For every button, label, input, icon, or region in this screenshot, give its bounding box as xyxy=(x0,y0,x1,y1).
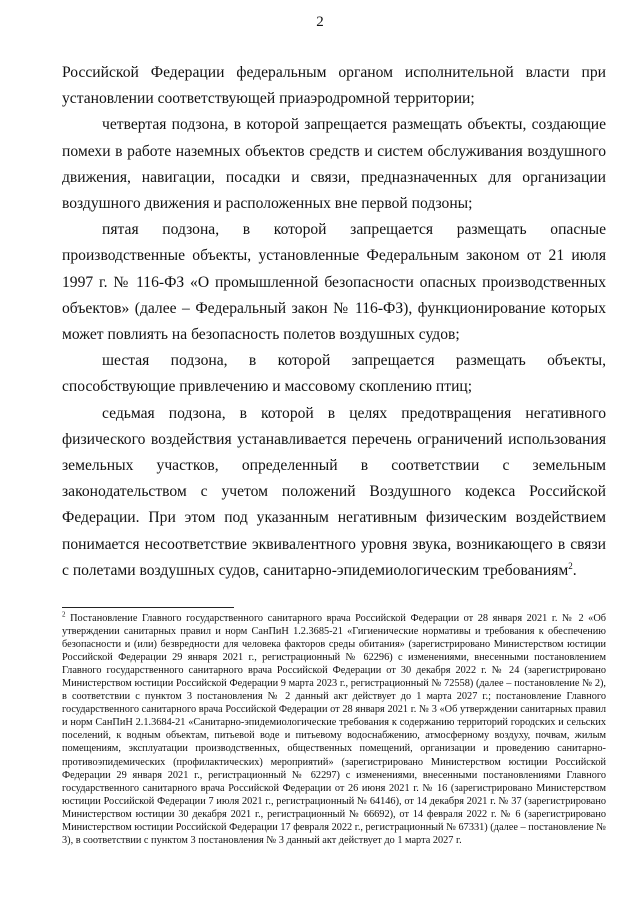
footnote-marker: 2 xyxy=(62,610,66,619)
footnote-text: Постановление Главного государственного санитарного врача Российской Федерации от 28 января 2021 г. № 2 «Об утверждении санитарных правил и норм СанПиН 1.2.3685-21 «Гигиенические нормативы и требования к обеспечению безопасности и (или) безвредности для человека факторов среды обитания» (зарегистрировано Министерством юстиции Российской Федерации 29 января 2021 г., регистрационный № 62296) с изменениями, внесенными постановлением Главного государственного санитарного врача Российской Федерации от 30 декабря 2022 г. № 24 (зарегистрировано Министерством юстиции Российской Федерации 9 марта 2023 г., регистрационный № 72558) (далее – постановление № 2), в соответствии с пунктом 3 постановления № 2 данный акт действует до 1 марта 2027 г.; постановление Главного государственного санитарного врача Российской Федерации от 28 января 2021 г. № 3 «Об утверждении санитарных правил и норм СанПиН 2.1.3684-21 «Санитарно-эпидемиологические требования к содержанию территорий городских и сельских поселений, к водным объектам, питьевой воде и питьевому водоснабжению, атмосферному воздуху, почвам, жилым помещениям, эксплуатации производственных, общественных помещений, организации и проведению санитарно-противоэпидемических (профилактических) мероприятий» (зарегистрировано Министерством юстиции Российской Федерации 29 января 2021 г., регистрационный № 62297) с изменениями, внесенными постановлениями Главного государственного санитарного врача Российской Федерации от 26 июня 2021 г. № 16 (зарегистрировано Министерством юстиции Российской Федерации 7 июля 2021 г., регистрационный № 64146), от 14 декабря 2021 г. № 37 (зарегистрировано Министерством юстиции 30 декабря 2021 г., регистрационный № 66692), от 14 февраля 2022 г. № 6 (зарегистрировано Министерством юстиции Российской Федерации 17 февраля 2022 г., регистрационный № 67331) (далее – постановление № 3), в соответствии с пунктом 3 постановления № 3 данный акт действует до 1 марта 2027 г. xyxy=(62,613,606,846)
footnote-separator xyxy=(62,607,234,608)
main-text xyxy=(62,60,606,584)
footnote xyxy=(62,612,606,847)
footnote-reference: 2 xyxy=(568,560,573,571)
paragraph-2: четвертая подзона, в которой запрещается размещать объекты, создающие помехи в работе наземных объектов средств и систем обслуживания воздушного движения, навигации, посадки и связи, предназначенных для организации воздушного движения и расположенных вне первой подзоны; xyxy=(62,116,606,213)
paragraph-3: пятая подзона, в которой запрещается размещать опасные производственные объекты, установленные Федеральным законом от 21 июля 1997 г. № 116-ФЗ «О промышленной безопасности опасных производственных объектов» (далее – Федеральный закон № 116-ФЗ), функционирование которых может повлиять на безопасность полетов воздушных судов; xyxy=(62,221,606,344)
page-number: 2 xyxy=(316,14,324,30)
paragraph-4: шестая подзона, в которой запрещается размещать объекты, способствующие привлечению и массовому скоплению птиц; xyxy=(62,352,606,396)
paragraph-1: Российской Федерации федеральным органом исполнительной власти при установлении соответствующей приаэродромной территории; xyxy=(62,64,606,108)
paragraph-5: седьмая подзона, в которой в целях предотвращения негативного физического воздействия устанавливается перечень ограничений использования земельных участков, определенный в соответствии с земельным законодательством с учетом положений Воздушного кодекса Российской Федерации. При этом под указанным негативным физическим воздействием понимается несоответствие эквивалентного уровня звука, возникающего в связи с полетами воздушных судов, санитарно-эпидемиологическим требованиям$^2$. xyxy=(62,404,606,579)
paragraph-5-text: седьмая подзона, в которой в целях предотвращения негативного физического воздействия устанавливается перечень ограничений использования земельных участков, определенный в соответствии с земельным законодательством с учетом положений Воздушного кодекса Российской Федерации. При этом под указанным негативным физическим воздействием понимается несоответствие эквивалентного уровня звука, возникающего в связи с полетами воздушных судов, санитарно-эпидемиологическим требованиям xyxy=(62,404,606,579)
